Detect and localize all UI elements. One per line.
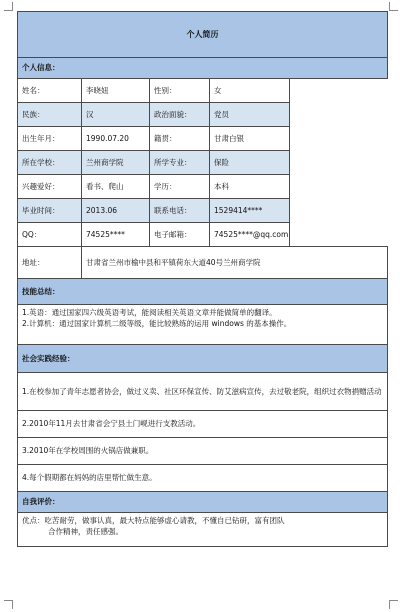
info-label: 所在学校： bbox=[18, 151, 82, 175]
skills-heading: 技能总结： bbox=[18, 279, 388, 305]
crop-mark-bottom-left bbox=[4, 600, 13, 609]
self-eval-heading-row bbox=[18, 492, 388, 513]
info-label: 毕业时间： bbox=[18, 199, 82, 223]
photo-area bbox=[290, 79, 388, 247]
info-value: 党员 bbox=[210, 103, 290, 127]
skill-line-computer: 2.计算机：通过国家计算机二级等级，能比较熟练的运用 windows 的基本操作。 bbox=[22, 319, 292, 329]
info-label: 政治面貌： bbox=[150, 103, 210, 127]
info-value: 本科 bbox=[210, 175, 290, 199]
info-label: 电子邮箱： bbox=[150, 223, 210, 247]
info-value: 1990.07.20 bbox=[82, 127, 150, 151]
resume-title: 个人简历 bbox=[18, 12, 388, 58]
info-value: 李晓妞 bbox=[82, 79, 150, 103]
self-eval-line: 合作精神，责任感强。 bbox=[48, 527, 123, 537]
social-item-row bbox=[18, 465, 388, 492]
skills-content-row bbox=[18, 305, 388, 345]
info-value: 2013.06 bbox=[82, 199, 150, 223]
self-evaluation-heading: 自我评价： bbox=[18, 492, 388, 513]
info-value: 兰州商学院 bbox=[82, 151, 150, 175]
info-value: 74525**** bbox=[82, 223, 150, 247]
info-label: 民族： bbox=[18, 103, 82, 127]
info-label: 所学专业： bbox=[150, 151, 210, 175]
info-label: 学历： bbox=[150, 175, 210, 199]
self-evaluation-content bbox=[18, 513, 388, 547]
self-eval-content-row bbox=[18, 513, 388, 547]
crop-mark-top-left bbox=[4, 2, 13, 11]
skill-line-english: 1.英语：通过国家四六级英语考试，能阅读相关英语文章并能做简单的翻译。 bbox=[22, 308, 277, 317]
social-item: 3.2010年在学校周围的火锅店做兼职。 bbox=[18, 438, 388, 465]
address-value: 甘肃省兰州市榆中县和平镇荷东大道40号兰州商学院 bbox=[82, 247, 388, 279]
self-eval-line: 优点：吃苦耐劳，做事认真，最大特点能够虚心请教，不懂自已钻研，富有团队 bbox=[22, 516, 285, 525]
info-label: 联系电话： bbox=[150, 199, 210, 223]
info-label: 籍贯： bbox=[150, 127, 210, 151]
info-label: QQ： bbox=[18, 223, 82, 247]
crop-mark-top-right bbox=[389, 2, 398, 11]
info-value: 女 bbox=[210, 79, 290, 103]
info-value: 看书、爬山 bbox=[82, 175, 150, 199]
social-practice-heading: 社会实践经验： bbox=[18, 345, 388, 373]
info-value: 保险 bbox=[210, 151, 290, 175]
social-heading-row bbox=[18, 345, 388, 373]
info-row-name bbox=[18, 79, 388, 103]
title-row bbox=[18, 12, 388, 58]
info-label: 出生年月： bbox=[18, 127, 82, 151]
info-label: 姓名： bbox=[18, 79, 82, 103]
info-value: 1529414**** bbox=[210, 199, 290, 223]
info-value: 汉 bbox=[82, 103, 150, 127]
social-item: 1.在校参加了青年志愿者协会，做过义卖、社区环保宣传、防艾滋病宣传，去过敬老院，组织过衣物捐赠活动 bbox=[18, 373, 388, 411]
personal-info-heading: 个人信息： bbox=[18, 58, 388, 79]
crop-mark-bottom-right bbox=[389, 600, 398, 609]
info-label: 地址： bbox=[18, 247, 82, 279]
resume-table bbox=[17, 11, 388, 547]
personal-heading-row bbox=[18, 58, 388, 79]
social-item-row bbox=[18, 373, 388, 411]
info-label: 兴趣爱好： bbox=[18, 175, 82, 199]
skills-heading-row bbox=[18, 279, 388, 305]
social-item: 2.2010年11月去甘肃省会宁县土门岘进行支教活动。 bbox=[18, 411, 388, 438]
info-label: 性别： bbox=[150, 79, 210, 103]
social-item-row bbox=[18, 411, 388, 438]
info-value: 甘肃白银 bbox=[210, 127, 290, 151]
social-item: 4.每个假期都在妈妈的店里帮忙做生意。 bbox=[18, 465, 388, 492]
skills-content bbox=[18, 305, 388, 345]
info-row-address bbox=[18, 247, 388, 279]
social-item-row bbox=[18, 438, 388, 465]
info-value: 74525****@qq.com bbox=[210, 223, 290, 247]
